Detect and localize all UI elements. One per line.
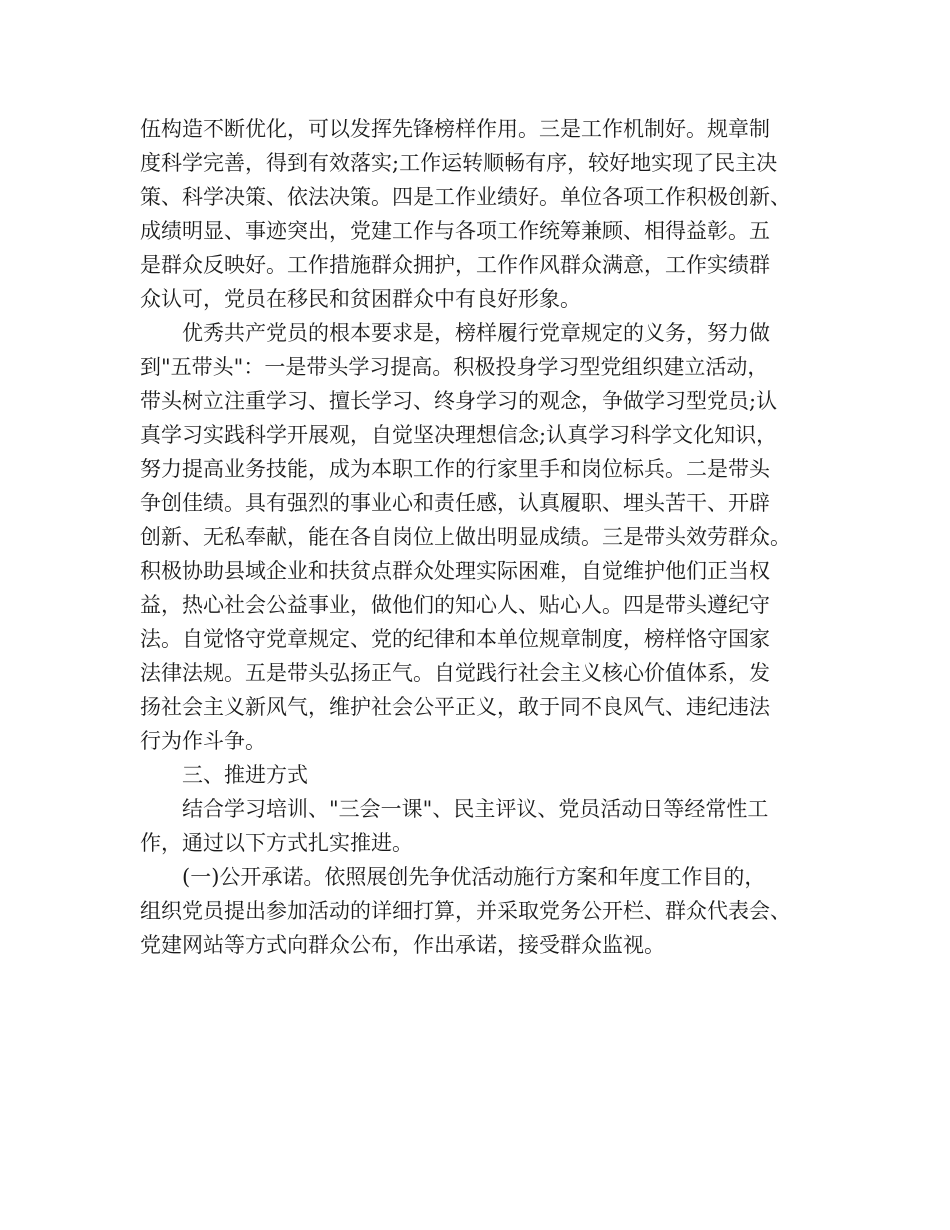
text-line: 积极协助县域企业和扶贫点群众处理实际困难，自觉维护他们正当权 xyxy=(140,559,770,583)
section-heading: 三、推进方式 xyxy=(182,763,308,787)
text-line: 努力提高业务技能，成为本职工作的行家里手和岗位标兵。二是带头 xyxy=(140,457,770,481)
text-line: 创新、无私奉献，能在各自岗位上做出明显成绩。三是带头效劳群众。 xyxy=(140,525,791,549)
text-line: 党建网站等方式向群众公布，作出承诺，接受群众监视。 xyxy=(140,933,665,957)
text-line: 度科学完善，得到有效落实;工作运转顺畅有序，较好地实现了民主决 xyxy=(140,151,778,175)
text-line: 伍构造不断优化，可以发挥先锋榜样作用。三是工作机制好。规章制 xyxy=(140,117,770,141)
text-line: 众认可，党员在移民和贫困群众中有良好形象。 xyxy=(140,287,581,311)
text-line: 真学习实践科学开展观，自觉坚决理想信念;认真学习科学文化知识， xyxy=(140,423,778,447)
text-line: 法律法规。五是带头弘扬正气。自觉践行社会主义核心价值体系，发 xyxy=(140,661,770,685)
text-line: 争创佳绩。具有强烈的事业心和责任感，认真履职、埋头苦干、开辟 xyxy=(140,491,770,515)
text-line: 到"五带头"：一是带头学习提高。积极投身学习型党组织建立活动， xyxy=(140,355,769,379)
paragraph-first-line: (一)公开承诺。依照展创先争优活动施行方案和年度工作目的， xyxy=(182,865,766,889)
document-body xyxy=(140,112,820,962)
text-line: 成绩明显、事迹突出，党建工作与各项工作统筹兼顾、相得益彰。五 xyxy=(140,219,770,243)
paragraph-first-line: 优秀共产党员的根本要求是，榜样履行党章规定的义务，努力做 xyxy=(182,321,770,345)
text-line: 带头树立注重学习、擅长学习、终身学习的观念，争做学习型党员;认 xyxy=(140,389,778,413)
text-line: 扬社会主义新风气，维护社会公平正义，敢于同不良风气、违纪违法 xyxy=(140,695,770,719)
text-line: 作，通过以下方式扎实推进。 xyxy=(140,831,413,855)
text-line: 是群众反映好。工作措施群众拥护，工作作风群众满意，工作实绩群 xyxy=(140,253,770,277)
text-line: 法。自觉恪守党章规定、党的纪律和本单位规章制度，榜样恪守国家 xyxy=(140,627,770,651)
paragraph-first-line: 结合学习培训、"三会一课"、民主评议、党员活动日等经常性工 xyxy=(182,797,769,821)
text-line: 组织党员提出参加活动的详细打算，并采取党务公开栏、群众代表会、 xyxy=(140,899,791,923)
text-line: 行为作斗争。 xyxy=(140,729,266,753)
text-line: 策、科学决策、依法决策。四是工作业绩好。单位各项工作积极创新、 xyxy=(140,185,791,209)
text-line: 益，热心社会公益事业，做他们的知心人、贴心人。四是带头遵纪守 xyxy=(140,593,770,617)
